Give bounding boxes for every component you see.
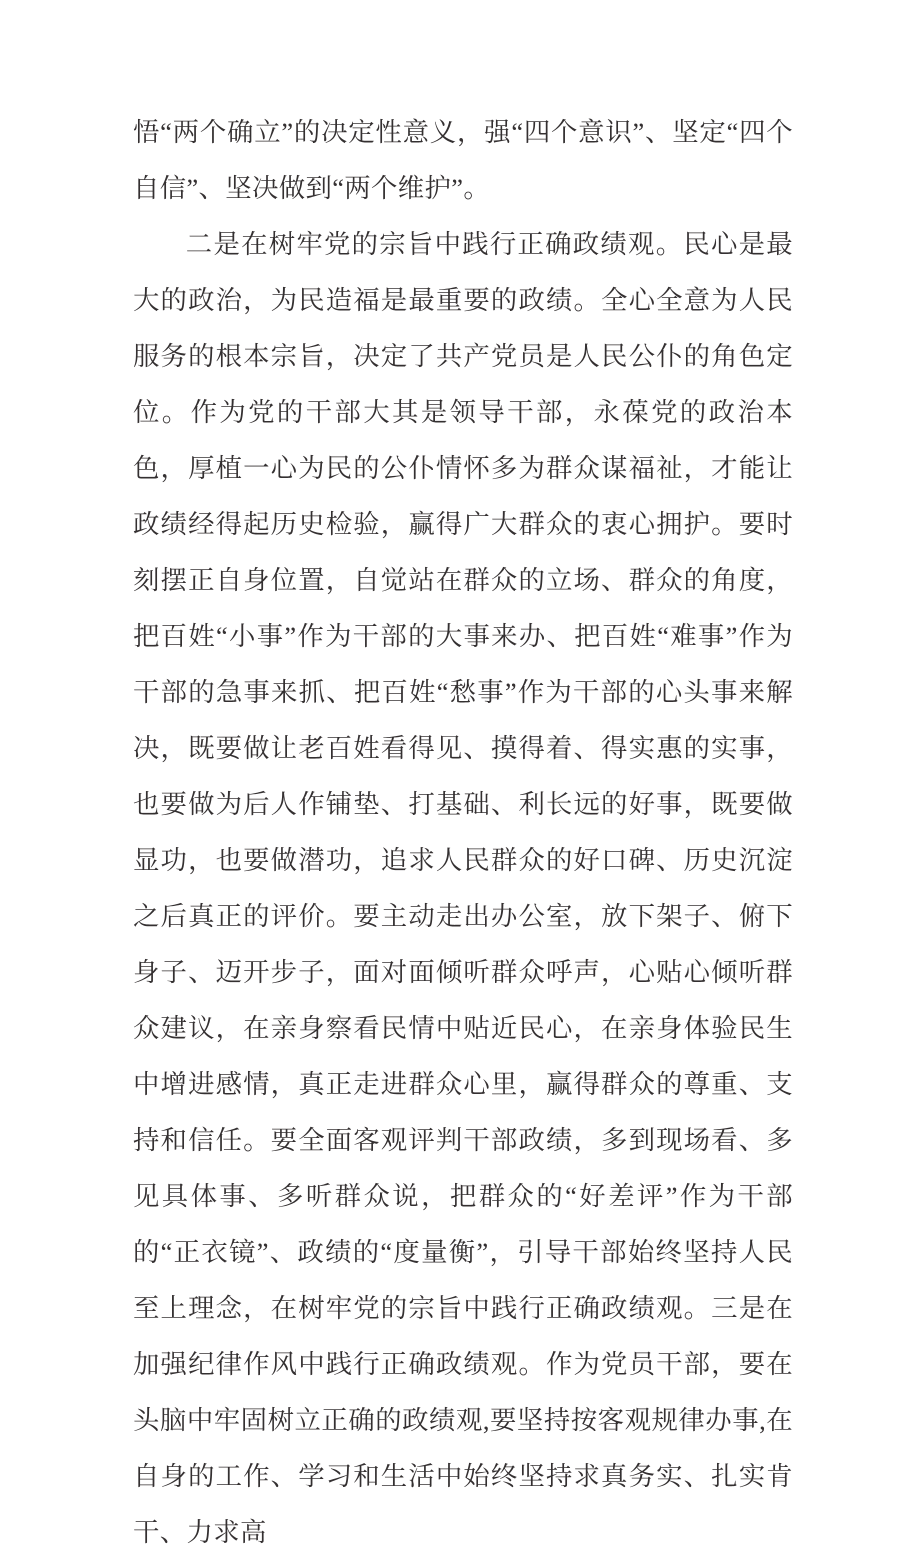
document-text-body (133, 104, 793, 1560)
paragraph-section-two: 二是在树牢党的宗旨中践行正确政绩观。民心是最大的政治，为民造福是最重要的政绩。全心全意为人民服务的根本宗旨，决定了共产党员是人民公仆的角色定位。作为党的干部大其是领导干部，永葆党的政治本色，厚植一心为民的公仆情怀多为群众谋福祉，才能让政绩经得起历史检验，赢得广大群众的衷心拥护。要时刻摆正自身位置，自觉站在群众的立场、群众的角度，把百姓“小事”作为干部的大事来办、把百姓“难事”作为干部的急事来抓、把百姓“愁事”作为干部的心头事来解决，既要做让老百姓看得见、摸得着、得实惠的实事，也要做为后人作铺垫、打基础、利长远的好事，既要做显功，也要做潜功，追求人民群众的好口碑、历史沉淀之后真正的评价。要主动走出办公室，放下架子、俯下身子、迈开步子，面对面倾听群众呼声，心贴心倾听群众建议，在亲身察看民情中贴近民心，在亲身体验民生中增进感情，真正走进群众心里，赢得群众的尊重、支持和信任。要全面客观评判干部政绩，多到现场看、多见具体事、多听群众说，把群众的“好差评”作为干部的“正衣镜”、政绩的“度量衡”，引导干部始终坚持人民至上理念，在树牢党的宗旨中践行正确政绩观。三是在加强纪律作风中践行正确政绩观。作为党员干部，要在头脑中牢固树立正确的政绩观,要坚持按客观规律办事,在自身的工作、学习和生活中始终坚持求真务实、扎实肯干、力求高 (133, 229, 793, 1547)
paragraph-continuation: 悟“两个确立”的决定性意义，强“四个意识”、坚定“四个自信”、坚决做到“两个维护”。 (133, 117, 793, 203)
